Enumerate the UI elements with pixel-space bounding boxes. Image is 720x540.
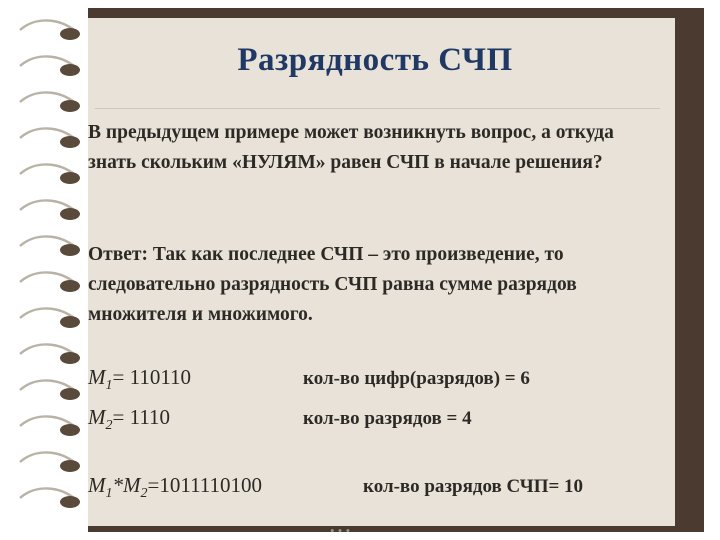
paragraph-question: В предыдущем примере может возникнуть вопрос, а откуда знать скольким «НУЛЯМ» равен СЧП в начале решения?: [88, 122, 614, 173]
operator-multiply: *: [112, 473, 123, 497]
subscript-1: 1: [105, 378, 113, 394]
title-divider: [95, 108, 660, 109]
subscript-2: 2: [105, 418, 113, 434]
symbol-m1-product: M: [88, 473, 106, 497]
paragraph-answer: Ответ: Так как последнее СЧП – это произведение, то следовательно разрядность СЧП равна сумме разрядов множителя и множимого.: [88, 244, 577, 325]
math-note-2: кол-во разрядов = 4: [303, 408, 472, 429]
math-expression-1: [88, 365, 303, 394]
value-m1: = 110110: [112, 365, 192, 389]
symbol-m2: M: [88, 405, 106, 429]
math-block: [88, 365, 668, 513]
math-note-1: кол-во цифр(разрядов) = 6: [303, 368, 530, 389]
symbol-m1: M: [88, 365, 106, 389]
spiral-rings-icon: [8, 8, 88, 532]
slide-footer-dots: • • •: [330, 523, 351, 538]
math-expression-product: [88, 473, 363, 502]
subscript-2-product: 2: [140, 486, 148, 502]
math-note-product: кол-во разрядов СЧП= 10: [363, 476, 584, 497]
math-row: [88, 365, 668, 405]
math-expression-2: [88, 405, 303, 434]
symbol-m2-product: M: [123, 473, 141, 497]
page-title: Разрядность СЧП: [237, 42, 513, 78]
spiral-binding: [8, 8, 88, 532]
value-m2: = 1110: [112, 405, 171, 429]
math-row: [88, 405, 668, 445]
math-row: [88, 473, 668, 513]
subscript-1-product: 1: [105, 486, 113, 502]
value-product: =1011110100: [147, 473, 263, 497]
